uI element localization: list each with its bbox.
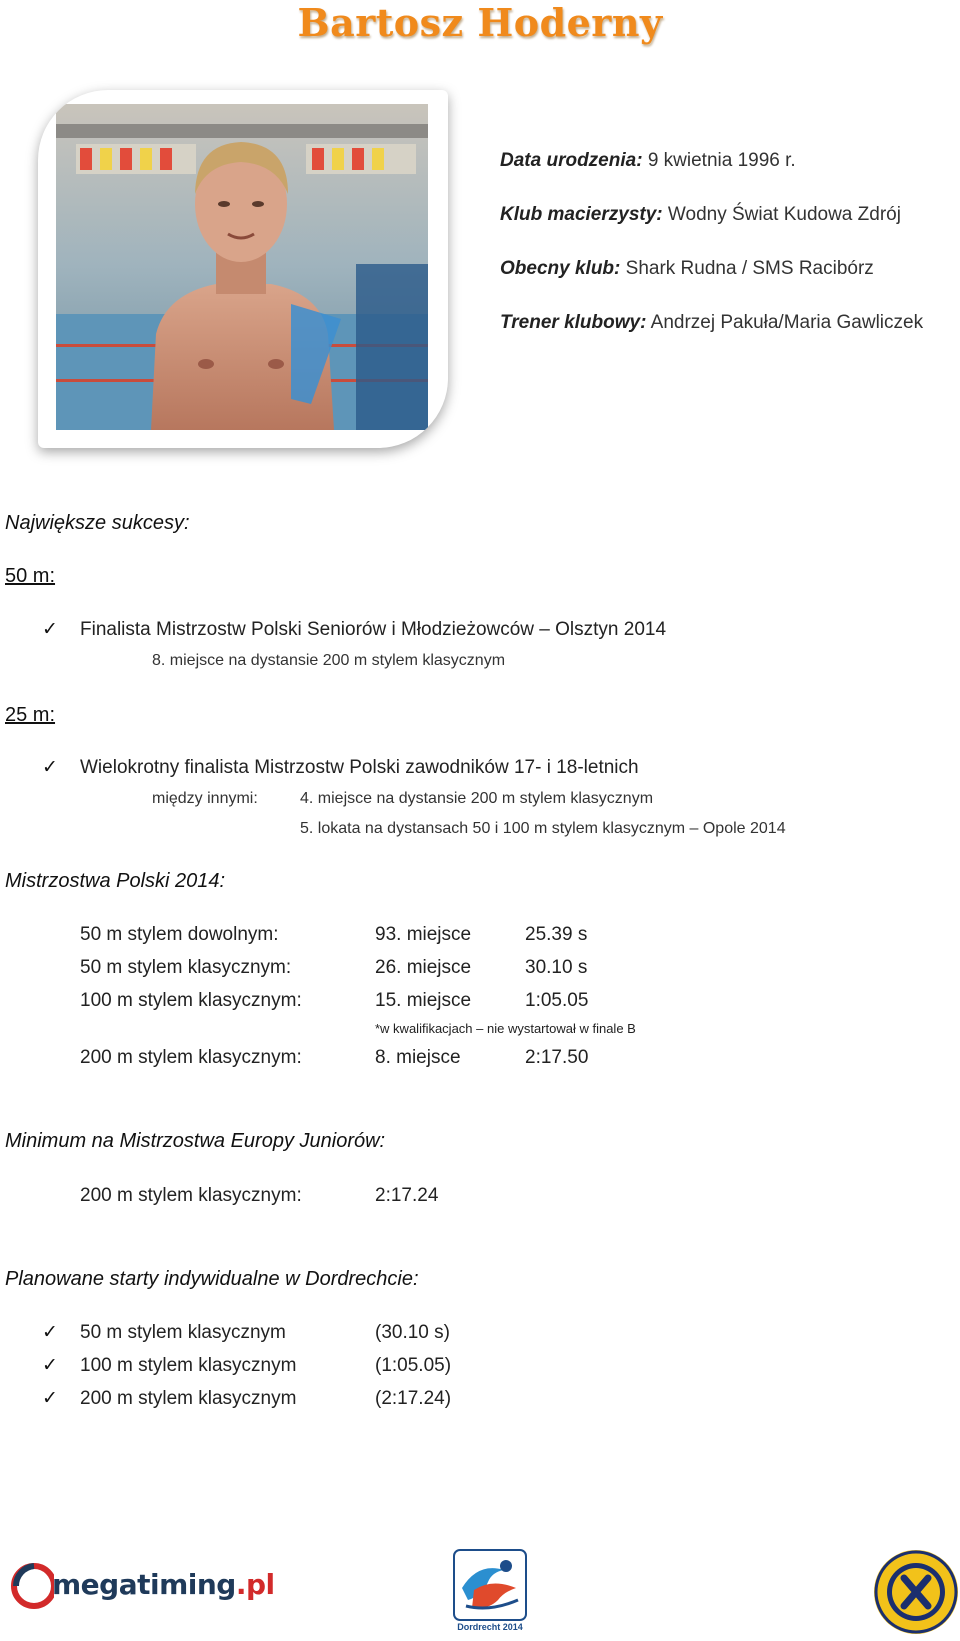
planned-event: 100 m stylem klasycznym <box>80 1355 297 1376</box>
page-title: Bartosz Hoderny <box>297 0 663 45</box>
current-club-line <box>500 258 874 280</box>
pool-25-detail-1: 4. miejsce na dystansie 200 m stylem klasycznym <box>300 790 654 807</box>
result-place: 93. miejsce <box>375 924 472 945</box>
birth-date-value: 9 kwietnia 1996 r. <box>647 150 796 171</box>
pool-25-detail-2: 5. lokata na dystansach 50 i 100 m stylem klasycznym – Opole 2014 <box>300 820 786 837</box>
home-club-value: Wodny Świat Kudowa Zdrój <box>667 204 901 225</box>
dordrecht-label: Dordrecht 2014 <box>457 1622 523 1632</box>
home-club-label: Klub macierzysty: <box>500 204 663 225</box>
pool-50-detail: 8. miejsce na dystansie 200 m stylem klasycznym <box>152 652 506 669</box>
check-icon: ✓ <box>42 619 58 640</box>
check-icon: ✓ <box>42 1388 58 1409</box>
planned-event: 50 m stylem klasycznym <box>80 1322 286 1343</box>
result-event: 50 m stylem dowolnym: <box>80 924 279 945</box>
minimum-event: 200 m stylem klasycznym: <box>80 1185 302 1206</box>
home-club-line <box>500 204 901 226</box>
pool-25-among: między innymi: <box>152 790 258 807</box>
result-note: *w kwalifikacjach – nie wystartował w finale B <box>375 1021 636 1036</box>
coach-line <box>500 312 923 334</box>
result-event: 50 m stylem klasycznym: <box>80 957 292 978</box>
planned-heading: Planowane starty indywidualne w Dordrechcie: <box>5 1268 419 1290</box>
pool-25-label: 25 m: <box>5 704 56 726</box>
result-event: 200 m stylem klasycznym: <box>80 1047 302 1068</box>
check-icon: ✓ <box>42 1322 58 1343</box>
result-place: 15. miejsce <box>375 990 472 1011</box>
athlete-photo <box>38 90 448 448</box>
successes-heading: Największe sukcesy: <box>5 512 190 534</box>
coach-label: Trener klubowy: <box>500 312 647 333</box>
megatiming-wordmark-main: megatiming <box>52 1568 236 1601</box>
pool-50-item: Finalista Mistrzostw Polski Seniorów i Młodzieżowców – Olsztyn 2014 <box>80 619 667 640</box>
birth-date-label: Data urodzenia: <box>500 150 643 171</box>
swimmer-photo-image <box>56 104 428 430</box>
planned-event: 200 m stylem klasycznym <box>80 1388 297 1409</box>
dordrecht-emblem-icon <box>448 1548 532 1622</box>
megatiming-o-icon <box>10 1560 54 1612</box>
minimum-time: 2:17.24 <box>375 1185 439 1206</box>
championships-heading: Mistrzostwa Polski 2014: <box>5 870 226 892</box>
megatiming-wordmark-suffix: .pl <box>235 1568 275 1601</box>
megatiming-wordmark <box>52 1568 275 1601</box>
result-time: 2:17.50 <box>525 1047 589 1068</box>
pool-25-item: Wielokrotny finalista Mistrzostw Polski zawodników 17- i 18-letnich <box>80 757 639 778</box>
result-time: 30.10 s <box>525 957 588 978</box>
result-place: 8. miejsce <box>375 1047 461 1068</box>
pool-50-label: 50 m: <box>5 565 56 587</box>
check-icon: ✓ <box>42 757 58 778</box>
result-time: 1:05.05 <box>525 990 589 1011</box>
current-club-value: Shark Rudna / SMS Racibórz <box>625 258 874 279</box>
coach-value: Andrzej Pakuła/Maria Gawliczek <box>650 312 924 333</box>
dordrecht-logo <box>448 1548 532 1634</box>
planned-time: (30.10 s) <box>375 1322 450 1343</box>
polish-swimming-federation-logo <box>872 1548 960 1636</box>
birth-date-line <box>500 150 796 172</box>
minimum-heading: Minimum na Mistrzostwa Europy Juniorów: <box>5 1130 386 1152</box>
megatiming-logo <box>10 1560 275 1620</box>
planned-time: (2:17.24) <box>375 1388 452 1409</box>
result-time: 25.39 s <box>525 924 588 945</box>
result-event: 100 m stylem klasycznym: <box>80 990 302 1011</box>
check-icon: ✓ <box>42 1355 58 1376</box>
planned-time: (1:05.05) <box>375 1355 452 1376</box>
result-place: 26. miejsce <box>375 957 472 978</box>
current-club-label: Obecny klub: <box>500 258 621 279</box>
federation-seal-icon <box>872 1548 960 1636</box>
